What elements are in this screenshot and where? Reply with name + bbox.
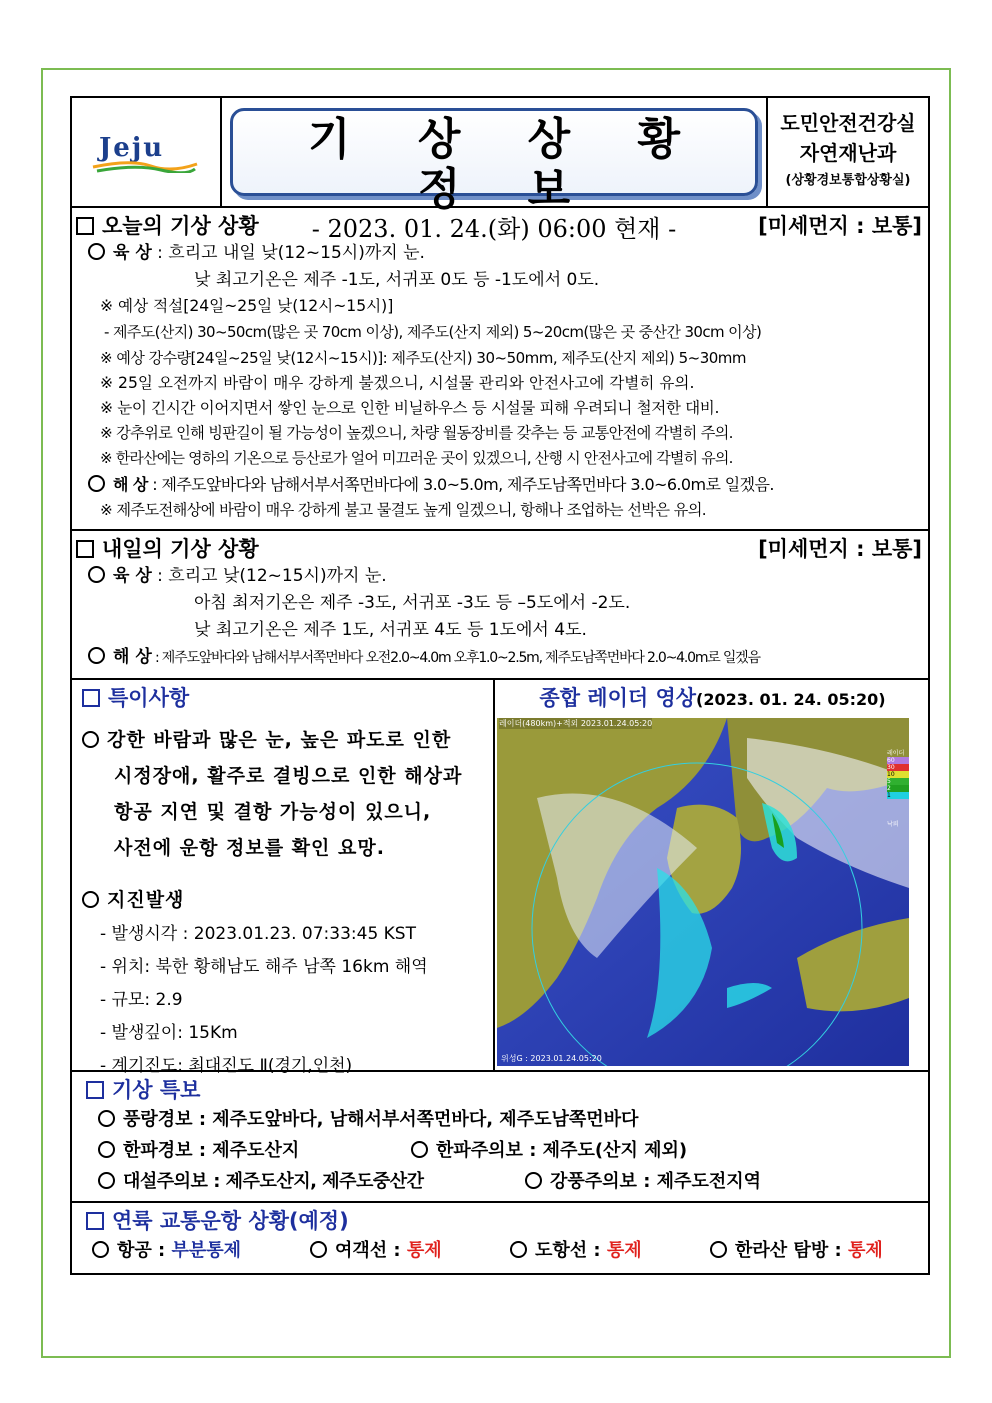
title-box [230,108,758,243]
checkbox-icon [76,217,94,235]
page-title: 기 상 상 황 정 보 [308,114,706,215]
circle-icon [310,1241,327,1258]
special-section [72,680,928,1076]
circle-icon [82,891,99,908]
dept-room: (상황경보통합상황실) [785,173,911,188]
checkbox-icon [86,1212,104,1230]
tomorrow-land-max: 낮 최고기온은 제주 1도, 서귀포 4도 등 1도에서 4도. [194,620,587,640]
circle-icon [88,243,105,260]
quake-line: - 계기진도: 최대진도 Ⅱ(경기,인천) [100,1056,353,1076]
checkbox-icon [86,1081,104,1099]
circle-icon [92,1241,109,1258]
report-date: - 2023. 01. 24.(화) 06:00 현재 - [311,215,677,243]
warning-line: 항공 지연 및 결항 가능성이 있으니, [114,801,432,823]
special-warning [82,722,489,866]
logo-text: Jeju [99,133,165,163]
circle-icon [510,1241,527,1258]
special-notes [72,680,495,1076]
radar-title: 종합 레이더 영상(2023. 01. 24. 05:20) [539,686,886,710]
legend-value: 10 [887,771,909,778]
quake-line: - 규모: 2.9 [100,990,183,1010]
today-note: ※ 예상 강수량[24일~25일 낮(12시~15시)]: 제주도(산지) 30~50mm, 제주도(산지 제외) 5~30mm [100,349,747,367]
dept-office: 도민안전건강실 [780,111,916,135]
alert-line: 한파경보 : 제주도산지 한파주의보 : 제주도(산지 제외) [86,1135,922,1166]
circle-icon [88,566,105,583]
radar-caption: 레이더(480km)+적외 2023.01.24.05:20 [499,719,653,728]
today-note: ※ 눈이 긴시간 이어지면서 쌓인 눈으로 인한 비닐하우스 등 시설물 피해 우려되니 철저한 대비. [100,399,720,417]
quake-line: - 발생시각 : 2023.01.23. 07:33:45 KST [100,924,416,944]
checkbox-icon [76,540,94,558]
circle-icon [98,1141,115,1158]
today-dust: [미세먼지 : 보통] [758,214,922,238]
legend-value: 5 [887,778,909,785]
special-heading: 특이사항 [82,684,489,712]
circle-icon [411,1141,428,1158]
dept-division: 자연재난과 [799,141,897,165]
jeju-logo [91,127,201,177]
legend-title: 레이더 [887,750,905,757]
circle-icon [98,1110,115,1127]
circle-icon [88,647,105,664]
radar-footer: 위성G : 2023.01.24.05:20 [501,1054,602,1063]
today-note: ※ 25일 오전까지 바람이 매우 강하게 불겠으니, 시설물 관리와 안전사고에 각별히 유의. [100,374,695,392]
logo-cell [72,98,222,206]
warning-line: 강한 바람과 많은 눈, 높은 파도로 인한 [82,722,489,758]
today-sea-note: ※ 제주도전해상에 바람이 매우 강하게 불고 물결도 높게 일겠으니, 항해나 조업하는 선박은 유의. [100,501,707,519]
today-land-temp: 낮 최고기온은 제주 -1도, 서귀포 0도 등 -1도에서 0도. [194,270,600,290]
tomorrow-heading: 내일의 기상 상황 [76,535,259,563]
today-heading: 오늘의 기상 상황 [76,212,259,240]
quake-line: - 위치: 북한 황해남도 해주 남쪽 16km 해역 [100,957,428,977]
legend-value: 1 [887,792,909,799]
warning-line: 시정장애, 활주로 결빙으로 인한 해상과 [114,765,463,787]
tomorrow-sea-line: 해 상 : 제주도앞바다와 남해서부서쪽먼바다 오전2.0~4.0m 오후1.0~2.5m, 제주도남쪽먼바다 2.0~4.0m로 일겠음 [76,644,922,672]
traffic-heading: 연륙 교통운항 상황(예정) [86,1207,922,1235]
traffic-hike: 한라산 탐방 : 통제 [710,1240,883,1261]
legend-value: 60 [887,757,909,764]
earthquake-heading: 지진발생 [82,882,489,918]
quake-line: - 발생깊이: 15Km [100,1023,238,1043]
circle-icon [82,731,99,748]
today-note: - 제주도(산지) 30~50cm(많은 곳 70cm 이상), 제주도(산지 제외) 5~20cm(많은 곳 중산간 30cm 이상) [104,323,762,341]
today-section [72,208,928,531]
traffic-ferry: 여객선 : 통제 [310,1235,510,1267]
alert-line: 풍랑경보 : 제주도앞바다, 남해서부서쪽먼바다, 제주도남쪽먼바다 [86,1104,922,1135]
legend-value: 30 [887,764,909,771]
radar-map [497,718,909,1066]
tomorrow-heading-row [76,535,922,563]
department-cell [768,98,928,206]
alert-line: 대설주의보 : 제주도산지, 제주도중산간 강풍주의보 : 제주도전지역 [86,1166,922,1197]
title-cell [222,98,768,243]
tomorrow-dust: [미세먼지 : 보통] [758,537,922,561]
earthquake-info [82,882,489,1083]
tomorrow-land-min: 아침 최저기온은 제주 -3도, 서귀포 -3도 등 –5도에서 -2도. [194,593,631,613]
traffic-air: 항공 : 부분통제 [92,1235,310,1267]
warning-line: 사전에 운항 정보를 확인 요망. [114,837,385,859]
today-note: ※ 예상 적설[24일~25일 낮(12시~15시)] [100,297,394,315]
tomorrow-section [72,531,928,680]
legend-value: 2 [887,785,909,792]
traffic-section [72,1203,928,1273]
alerts-heading: 기상 특보 [86,1076,922,1104]
circle-icon [88,475,105,492]
weather-report [70,96,930,1275]
radar-image [497,718,909,1066]
traffic-line [86,1235,922,1267]
logo-swoosh-icon [91,159,199,173]
alerts-section [72,1072,928,1203]
today-sea-line: 해 상 : 제주도앞바다와 남해서부서쪽먼바다에 3.0~5.0m, 제주도남쪽먼바다 3.0~6.0m로 일겠음. [76,471,922,498]
circle-icon [98,1172,115,1189]
legend-lightning: 낙뢰 [887,821,899,828]
circle-icon [710,1241,727,1258]
today-land-line: 육 상 : 흐리고 내일 낮(12~15시)까지 눈. [76,240,922,267]
checkbox-icon [82,689,100,707]
tomorrow-land-line: 육 상 : 흐리고 낮(12~15시)까지 눈. [76,563,922,590]
radar-legend [887,748,909,828]
today-note: ※ 강추위로 인해 빙판길이 될 가능성이 높겠으니, 차량 월동장비를 갖추는 등 교통안전에 각별히 주의. [100,424,733,442]
radar-panel [495,680,928,1070]
circle-icon [525,1172,542,1189]
today-note: ※ 한라산에는 영하의 기온으로 등산로가 얼어 미끄러운 곳이 있겠으니, 산행 시 안전사고에 각별히 유의. [100,449,733,467]
traffic-boat: 도항선 : 통제 [510,1235,710,1267]
